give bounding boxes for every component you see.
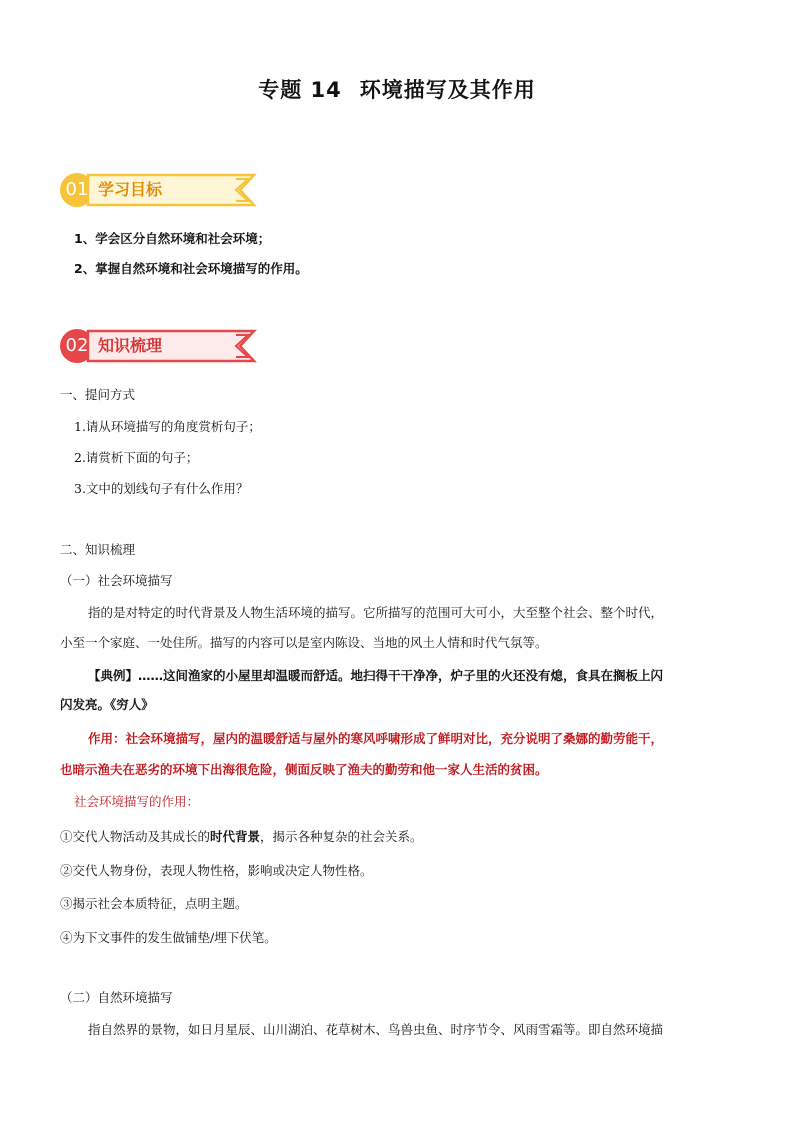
question-item: 1.请从环境描写的角度赏析句子； [74,419,261,434]
page-title [0,74,794,104]
section-number: 01 [60,173,94,207]
function-item: ④为下文事件的发生做铺垫/埋下伏笔。 [60,930,277,945]
function-heading: 社会环境描写的作用： [74,794,200,809]
part-two-heading: 二、知识梳理 [60,542,136,557]
example-line: 闪发亮。《穷人》 [60,697,154,712]
section-badge-knowledge [60,328,280,366]
example-text: ……这间渔家的小屋里却温暖而舒适。地扫得干干净净，炉子里的火还没有熄，食具在搁板上闪 [138,668,664,683]
goal-item: 1、学会区分自然环境和社会环境； [74,231,271,246]
title-text: 环境描写及其作用 [359,78,536,102]
function-item: ②交代人物身份，表现人物性格，影响或决定人物性格。 [60,863,373,878]
function-item: ③揭示社会本质特征，点明主题。 [60,896,248,911]
social-definition-line: 小至一个家庭、一处住所。描写的内容可以是室内陈设、当地的风土人情和时代气氛等。 [60,635,548,650]
section-tag [86,172,266,206]
sub-heading-social: （一）社会环境描写 [60,573,173,588]
section-badge-goals [60,172,280,210]
part-one-heading: 一、提问方式 [60,387,136,402]
section-title: 知识梳理 [98,336,163,355]
social-definition-line: 指的是对特定的时代背景及人物生活环境的描写。它所描写的范围可大可小，大至整个社会、整个时代， [88,605,664,620]
example-line [88,666,663,686]
natural-definition-line: 指自然界的景物，如日月星辰、山川湖泊、花草树木、鸟兽虫鱼、时序节令、风雨雪霜等。即自然环境描 [88,1022,664,1037]
question-item: 3.文中的划线句子有什么作用？ [74,481,249,496]
section-title: 学习目标 [98,180,163,199]
effect-line: 作用：社会环境描写，屋内的温暖舒适与屋外的寒风呼啸形成了鲜明对比，充分说明了桑娜的勤劳能干， [88,731,664,746]
question-item: 2.请赏析下面的句子； [74,450,199,465]
section-tag [86,328,266,362]
effect-line: 也暗示渔夫在恶劣的环境下出海很危险，侧面反映了渔夫的勤劳和他一家人生活的贫困。 [60,762,548,777]
function-text: ，揭示各种复杂的社会关系。 [260,829,423,844]
example-tag: 【典例】 [88,668,139,683]
function-emphasis: 时代背景 [210,829,261,844]
sub-heading-natural: （二）自然环境描写 [60,990,173,1005]
title-number: 专题 14 [258,78,342,102]
goal-item: 2、掌握自然环境和社会环境描写的作用。 [74,261,308,276]
function-text: ①交代人物活动及其成长的 [60,829,211,844]
function-item [60,827,423,847]
section-number: 02 [60,329,94,363]
